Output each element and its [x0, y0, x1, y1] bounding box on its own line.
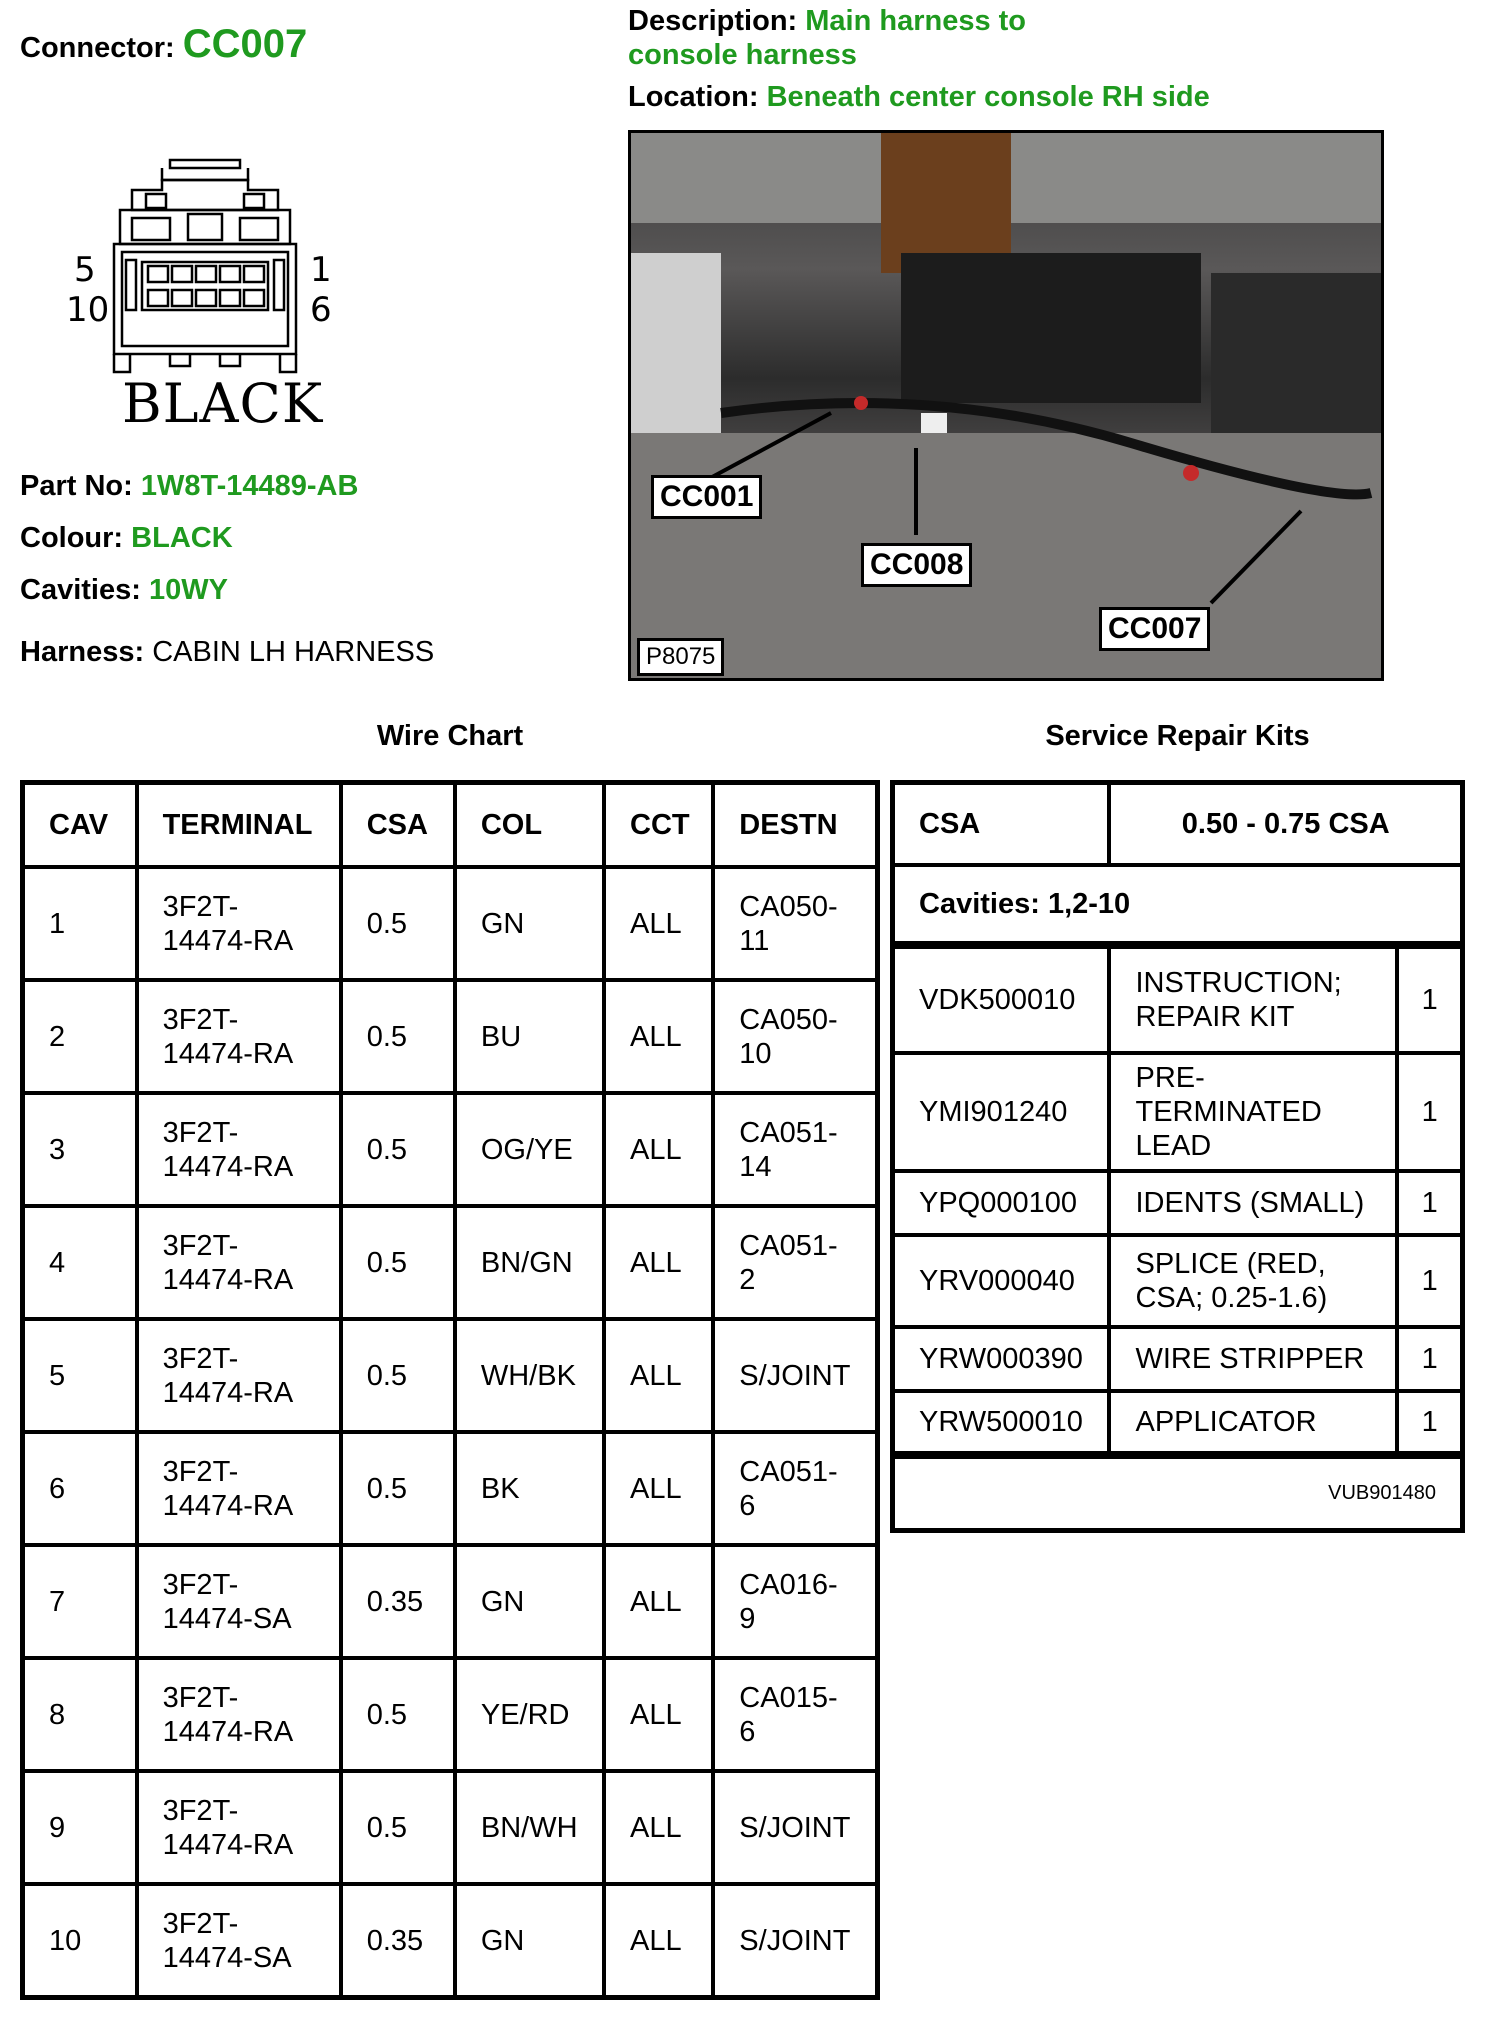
destn-cell-line: CA051-: [739, 1116, 838, 1149]
col-cell: [455, 980, 604, 1093]
terminal-cell-line: 3F2T-: [162, 1116, 239, 1149]
terminal-cell-line: 14474-RA: [162, 1715, 294, 1748]
col-cell-line: BN/GN: [480, 1246, 573, 1279]
cct-cell: [604, 1545, 713, 1658]
cct-cell-line: ALL: [630, 1811, 682, 1844]
kit-description-line: INSTRUCTION;: [1135, 966, 1342, 999]
destn-cell-line: CA050-: [739, 1003, 838, 1036]
kit-quantity: 1: [1397, 1391, 1462, 1455]
csa-cell: [341, 1093, 455, 1206]
csa-cell-line: 0.5: [366, 1698, 408, 1731]
table-row: [23, 1093, 878, 1206]
kit-description: [1109, 1053, 1397, 1171]
destn-cell-line: 6: [739, 1715, 756, 1748]
kit-description-line: SPLICE (RED,: [1135, 1247, 1326, 1280]
destn-cell: [713, 1206, 877, 1319]
cav-cell: [23, 1432, 137, 1545]
destn-cell-line: CA051-: [739, 1229, 838, 1262]
col-cell-line: YE/RD: [480, 1698, 570, 1731]
table-row: [23, 1432, 878, 1545]
pin-6-label: 6: [310, 290, 332, 330]
terminal-cell: [137, 1884, 341, 1998]
kit-description-line: PRE-: [1135, 1061, 1205, 1094]
kit-description: [1109, 945, 1397, 1053]
cct-cell: [604, 1319, 713, 1432]
description-label: Description:: [628, 5, 798, 37]
cav-cell-line: 5: [49, 1359, 66, 1392]
col-cell: [455, 1206, 604, 1319]
destn-cell-line: 9: [739, 1602, 756, 1635]
terminal-cell-line: 3F2T-: [162, 1003, 239, 1036]
cct-cell-line: ALL: [630, 1359, 682, 1392]
colour-value: BLACK: [131, 522, 233, 554]
destn-cell-line: S/JOINT: [739, 1359, 851, 1392]
terminal-cell-line: 14474-RA: [162, 1376, 294, 1409]
kit-quantity: 1: [1397, 1053, 1462, 1171]
kit-description: [1109, 1235, 1397, 1327]
terminal-cell-line: 14474-SA: [162, 1602, 292, 1635]
csa-cell: [341, 867, 455, 980]
cav-cell-line: 3: [49, 1133, 66, 1166]
csa-cell-line: 0.5: [366, 1472, 408, 1505]
cav-cell-line: 1: [49, 907, 66, 940]
kit-part-number: YPQ000100: [893, 1171, 1110, 1235]
cav-cell-line: 2: [49, 1020, 66, 1053]
wire-chart-title: Wire Chart: [376, 720, 524, 752]
cav-cell-line: 6: [49, 1472, 66, 1505]
destn-cell-line: S/JOINT: [739, 1811, 851, 1844]
pin-10-label: 10: [66, 290, 110, 330]
destn-cell-line: S/JOINT: [739, 1924, 851, 1957]
cav-cell: [23, 1884, 137, 1998]
destn-cell: [713, 1771, 877, 1884]
csa-cell-line: 0.5: [366, 1133, 408, 1166]
header-cav: CAV: [23, 783, 137, 868]
terminal-cell: [137, 1093, 341, 1206]
destn-cell: [713, 1319, 877, 1432]
header-col: COL: [455, 783, 604, 868]
table-row: [23, 1771, 878, 1884]
kit-part-number: VDK500010: [893, 945, 1110, 1053]
table-row: [23, 1545, 878, 1658]
terminal-cell: [137, 1319, 341, 1432]
cav-cell-line: 7: [49, 1585, 66, 1618]
col-cell: [455, 1884, 604, 1998]
part-no-line: [20, 470, 358, 503]
kit-description: [1109, 1391, 1397, 1455]
kit-description-line: LEAD: [1135, 1129, 1212, 1162]
kit-row: [893, 1327, 1463, 1391]
cct-cell: [604, 1206, 713, 1319]
cav-cell-line: 4: [49, 1246, 66, 1279]
destn-cell-line: 14: [739, 1150, 772, 1183]
destn-cell-line: CA050-: [739, 890, 838, 923]
location-label: Location:: [628, 81, 759, 113]
kit-quantity: 1: [1397, 1171, 1462, 1235]
terminal-cell-line: 14474-RA: [162, 1828, 294, 1861]
destn-cell: [713, 1093, 877, 1206]
terminal-cell-line: 14474-SA: [162, 1941, 292, 1974]
wire-chart-body: [23, 867, 878, 1998]
cav-cell: [23, 867, 137, 980]
wire-chart-header-row: [23, 783, 878, 868]
cav-cell: [23, 1771, 137, 1884]
col-cell: [455, 1432, 604, 1545]
destn-cell: [713, 867, 877, 980]
wire-chart-table: [20, 780, 880, 2000]
csa-cell: [341, 1771, 455, 1884]
repair-kits-table: [890, 780, 1465, 1533]
kits-csa-value: 0.50 - 0.75 CSA: [1109, 783, 1462, 865]
terminal-cell: [137, 1658, 341, 1771]
harness-line: [20, 636, 434, 669]
destn-cell: [713, 980, 877, 1093]
terminal-cell-line: 3F2T-: [162, 1229, 239, 1262]
col-cell-line: WH/BK: [480, 1359, 576, 1392]
header-terminal: TERMINAL: [137, 783, 341, 868]
part-no-label: Part No:: [20, 470, 133, 502]
connector-line: [20, 22, 307, 67]
csa-cell-line: 0.5: [366, 1246, 408, 1279]
connector-colour-caption: BLACK: [122, 372, 324, 435]
csa-cell: [341, 1319, 455, 1432]
kit-description-line: TERMINATED: [1135, 1095, 1322, 1128]
terminal-cell-line: 3F2T-: [162, 1681, 239, 1714]
col-cell: [455, 1658, 604, 1771]
cav-cell: [23, 980, 137, 1093]
table-row: [23, 980, 878, 1093]
connector-id: CC007: [182, 22, 308, 66]
cct-cell: [604, 1884, 713, 1998]
pin-1-label: 1: [310, 250, 332, 290]
col-cell: [455, 1771, 604, 1884]
cav-cell-line: 8: [49, 1698, 66, 1731]
col-cell-line: BU: [480, 1020, 522, 1053]
kit-quantity: 1: [1397, 945, 1462, 1053]
csa-cell: [341, 980, 455, 1093]
kit-row: [893, 1171, 1463, 1235]
kit-quantity: 1: [1397, 1327, 1462, 1391]
colour-line: [20, 522, 233, 555]
cct-cell: [604, 1093, 713, 1206]
terminal-cell-line: 14474-RA: [162, 1150, 294, 1183]
cavities-label: Cavities:: [20, 574, 141, 606]
location-value: Beneath center console RH side: [766, 81, 1210, 113]
kit-part-number: YRW000390: [893, 1327, 1110, 1391]
cav-cell: [23, 1319, 137, 1432]
cct-cell: [604, 1658, 713, 1771]
terminal-cell-line: 3F2T-: [162, 1455, 239, 1488]
terminal-cell: [137, 1545, 341, 1658]
terminal-cell: [137, 1206, 341, 1319]
terminal-cell-line: 14474-RA: [162, 1037, 294, 1070]
pin-5-label: 5: [74, 250, 96, 290]
terminal-cell-line: 14474-RA: [162, 1263, 294, 1296]
kit-part-number: YMI901240: [893, 1053, 1110, 1171]
kits-cavities-text: Cavities: 1,2-10: [893, 865, 1463, 945]
kit-row: [893, 945, 1463, 1053]
repair-kits-title: Service Repair Kits: [1045, 720, 1310, 752]
harness-value: CABIN LH HARNESS: [152, 636, 435, 668]
cct-cell: [604, 867, 713, 980]
terminal-cell: [137, 867, 341, 980]
cct-cell-line: ALL: [630, 1924, 682, 1957]
connector-label: Connector:: [20, 32, 175, 64]
cav-cell: [23, 1658, 137, 1771]
col-cell-line: GN: [480, 1585, 525, 1618]
col-cell: [455, 1319, 604, 1432]
cav-cell-line: 10: [49, 1924, 82, 1957]
harness-label: Harness:: [20, 636, 145, 668]
destn-cell-line: CA051-: [739, 1455, 838, 1488]
table-row: [23, 1884, 878, 1998]
kit-row: [893, 1391, 1463, 1455]
csa-cell: [341, 1432, 455, 1545]
cct-cell-line: ALL: [630, 1246, 682, 1279]
csa-cell-line: 0.5: [366, 907, 408, 940]
table-row: [23, 1319, 878, 1432]
destn-cell-line: 10: [739, 1037, 772, 1070]
cav-cell: [23, 1093, 137, 1206]
cct-cell: [604, 1432, 713, 1545]
destn-cell: [713, 1658, 877, 1771]
cct-cell-line: ALL: [630, 1133, 682, 1166]
terminal-cell-line: 3F2T-: [162, 1794, 239, 1827]
terminal-cell-line: 3F2T-: [162, 890, 239, 923]
destn-cell-line: 6: [739, 1489, 756, 1522]
cct-cell: [604, 980, 713, 1093]
col-cell-line: GN: [480, 1924, 525, 1957]
kit-description-line: APPLICATOR: [1135, 1405, 1317, 1438]
description-block: [628, 4, 1210, 114]
col-cell: [455, 1093, 604, 1206]
terminal-cell-line: 14474-RA: [162, 924, 294, 957]
cct-cell-line: ALL: [630, 907, 682, 940]
kit-description-line: WIRE STRIPPER: [1135, 1342, 1365, 1375]
col-cell-line: GN: [480, 907, 525, 940]
col-cell: [455, 867, 604, 980]
terminal-cell: [137, 1432, 341, 1545]
destn-cell-line: 2: [739, 1263, 756, 1296]
kit-part-number: YRV000040: [893, 1235, 1110, 1327]
col-cell: [455, 1545, 604, 1658]
location-photo: [628, 130, 1384, 681]
csa-cell-line: 0.5: [366, 1359, 408, 1392]
csa-cell-line: 0.35: [366, 1924, 424, 1957]
kit-description-line: REPAIR KIT: [1135, 1000, 1295, 1033]
kit-row: [893, 1053, 1463, 1171]
kit-description: [1109, 1327, 1397, 1391]
destn-cell: [713, 1884, 877, 1998]
kit-quantity: 1: [1397, 1235, 1462, 1327]
cct-cell-line: ALL: [630, 1472, 682, 1505]
csa-cell: [341, 1884, 455, 1998]
csa-cell: [341, 1206, 455, 1319]
header-destn: DESTN: [713, 783, 877, 868]
terminal-cell: [137, 980, 341, 1093]
csa-cell-line: 0.5: [366, 1020, 408, 1053]
col-cell-line: BN/WH: [480, 1811, 578, 1844]
cct-cell-line: ALL: [630, 1585, 682, 1618]
cav-cell-line: 9: [49, 1811, 66, 1844]
photo-label-cc001: CC001: [651, 475, 762, 519]
csa-cell: [341, 1545, 455, 1658]
destn-cell: [713, 1545, 877, 1658]
colour-label: Colour:: [20, 522, 124, 554]
kit-description: [1109, 1171, 1397, 1235]
kits-csa-row: [893, 783, 1463, 865]
col-cell-line: BK: [480, 1472, 520, 1505]
csa-cell-line: 0.5: [366, 1811, 408, 1844]
table-row: [23, 1658, 878, 1771]
kits-footer-row: [893, 1455, 1463, 1531]
destn-cell-line: CA015-: [739, 1681, 838, 1714]
description-line2: console harness: [628, 39, 857, 71]
terminal-cell: [137, 1771, 341, 1884]
part-no-value: 1W8T-14489-AB: [140, 470, 359, 502]
csa-cell: [341, 1658, 455, 1771]
kits-body: [893, 945, 1463, 1455]
destn-cell-line: 11: [739, 924, 770, 957]
photo-label-cc007: CC007: [1099, 607, 1210, 651]
cav-cell: [23, 1206, 137, 1319]
cct-cell-line: ALL: [630, 1020, 682, 1053]
terminal-cell-line: 14474-RA: [162, 1489, 294, 1522]
destn-cell: [713, 1432, 877, 1545]
cavities-line: [20, 574, 228, 607]
header-csa: CSA: [341, 783, 455, 868]
kits-cavities-row: [893, 865, 1463, 945]
col-cell-line: OG/YE: [480, 1133, 573, 1166]
csa-cell-line: 0.35: [366, 1585, 424, 1618]
cav-cell: [23, 1545, 137, 1658]
destn-cell-line: CA016-: [739, 1568, 838, 1601]
terminal-cell-line: 3F2T-: [162, 1342, 239, 1375]
kits-footer-code: VUB901480: [893, 1455, 1463, 1531]
cct-cell: [604, 1771, 713, 1884]
header-cct: CCT: [604, 783, 713, 868]
photo-label-cc008: CC008: [861, 543, 972, 587]
photo-id: P8075: [637, 638, 724, 676]
terminal-cell-line: 3F2T-: [162, 1907, 239, 1940]
kits-csa-label: CSA: [893, 783, 1110, 865]
kit-part-number: YRW500010: [893, 1391, 1110, 1455]
kit-row: [893, 1235, 1463, 1327]
kit-description-line: CSA; 0.25-1.6): [1135, 1281, 1328, 1314]
description-line1: Main harness to: [805, 5, 1027, 37]
table-row: [23, 867, 878, 980]
cct-cell-line: ALL: [630, 1698, 682, 1731]
table-row: [23, 1206, 878, 1319]
terminal-cell-line: 3F2T-: [162, 1568, 239, 1601]
kit-description-line: IDENTS (SMALL): [1135, 1186, 1365, 1219]
cavities-value: 10WY: [148, 574, 228, 606]
